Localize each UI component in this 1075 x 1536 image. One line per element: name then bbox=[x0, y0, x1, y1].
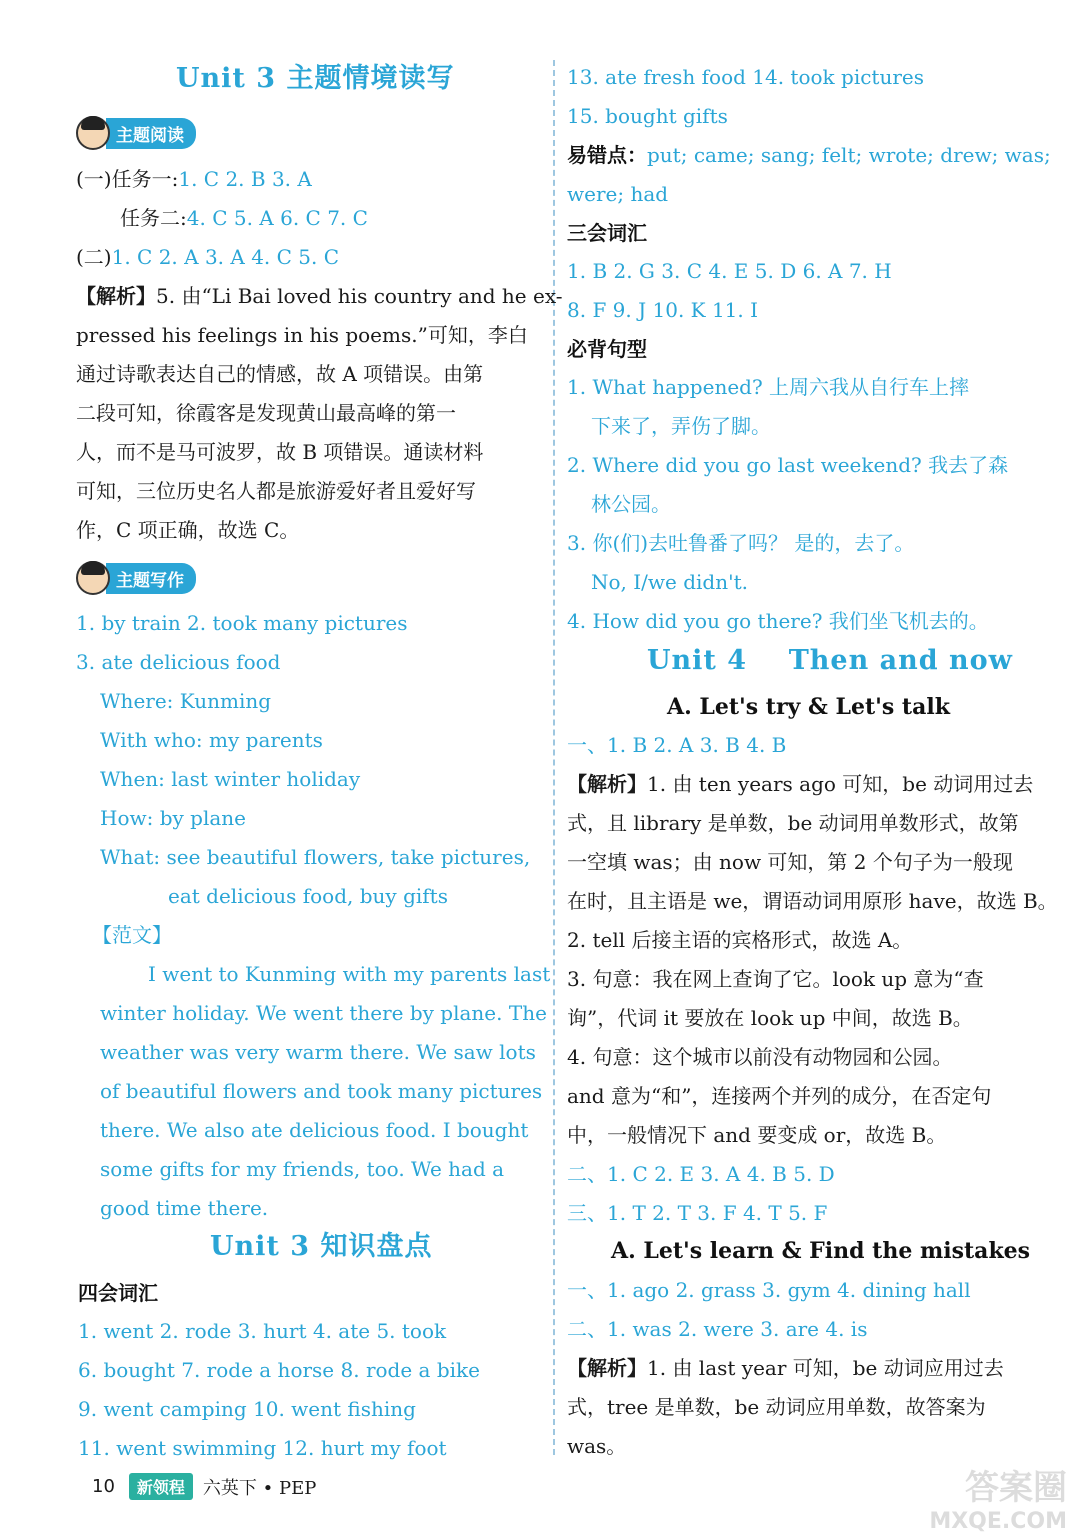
key-sentence: 4. How did you go there? 我们坐飞机去的。 bbox=[567, 609, 989, 633]
common-mistakes: 易错点：put; came; sang; felt; wrote; drew; was; bbox=[567, 143, 1051, 167]
outline-what-cont: eat delicious food, buy gifts bbox=[168, 884, 448, 908]
analysis-line: 二段可知，徐霞客是发现黄山最高峰的第一 bbox=[76, 401, 456, 425]
analysis-line: 人，而不是马可波罗，故 B 项错误。通读材料 bbox=[76, 440, 484, 464]
page-footer bbox=[92, 1473, 316, 1500]
analysis-line: was。 bbox=[567, 1434, 627, 1458]
model-essay-line: some gifts for my friends, too. We had a bbox=[100, 1157, 505, 1181]
three-skill-vocab-label: 三会词汇 bbox=[567, 221, 647, 245]
analysis-line: 【解析】1. 由 last year 可知，be 动词应用过去 bbox=[567, 1356, 1004, 1380]
vocab-row: 9. went camping 10. went fishing bbox=[78, 1397, 416, 1421]
key-sentence: 2. Where did you go last weekend? 我去了森 bbox=[567, 453, 1009, 477]
unit3-reading-title: Unit 3 主题情境读写 bbox=[176, 63, 455, 94]
answer-row: 二、1. C 2. E 3. A 4. B 5. D bbox=[567, 1162, 835, 1186]
watermark: 答案圈 MXQE.COM bbox=[929, 1468, 1067, 1534]
analysis-line: 通过诗歌表达自己的情感，故 A 项错误。由第 bbox=[76, 362, 484, 386]
badge-writing: 主题写作 bbox=[76, 563, 196, 593]
four-skill-vocab-label: 四会词汇 bbox=[78, 1281, 158, 1305]
brand-logo: 新领程 bbox=[129, 1473, 193, 1500]
analysis-line: 作，C 项正确，故选 C。 bbox=[76, 518, 300, 542]
model-essay-line: winter holiday. We went there by plane. The bbox=[100, 1001, 547, 1025]
key-sentence: 林公园。 bbox=[591, 492, 671, 516]
model-essay-line: good time there. bbox=[100, 1196, 269, 1220]
analysis-line: 2. tell 后接主语的宾格形式，故选 A。 bbox=[567, 928, 913, 952]
analysis-line: and 意为“和”，连接两个并列的成分，在否定句 bbox=[567, 1084, 992, 1108]
model-essay-line: I went to Kunming with my parents last bbox=[148, 962, 551, 986]
page-number: 10 bbox=[92, 1476, 115, 1497]
analysis-line: 4. 句意：这个城市以前没有动物园和公园。 bbox=[567, 1045, 953, 1069]
outline-where: Where: Kunming bbox=[100, 689, 272, 713]
model-essay-line: there. We also ate delicious food. I bought bbox=[100, 1118, 529, 1142]
analysis-line: 一空填 was；由 now 可知，第 2 个句子为一般现 bbox=[567, 850, 1013, 874]
book-label: 六英下 • PEP bbox=[202, 1477, 317, 1499]
vocab-match-row: 8. F 9. J 10. K 11. I bbox=[567, 298, 759, 322]
answer-row: 一、1. B 2. A 3. B 4. B bbox=[567, 733, 787, 757]
key-sentence: No, I/we didn't. bbox=[591, 570, 748, 594]
vocab-row: 13. ate fresh food 14. took pictures bbox=[567, 65, 925, 89]
section-a-learn-mistakes-title: A. Let's learn & Find the mistakes bbox=[611, 1238, 1031, 1264]
analysis-line: 中，一般情况下 and 要变成 or，故选 B。 bbox=[567, 1123, 947, 1147]
key-sentences-label: 必背句型 bbox=[567, 337, 647, 361]
analysis-line: 3. 句意：我在网上查询了它。look up 意为“查 bbox=[567, 967, 984, 991]
analysis-line: 可知，三位历史名人都是旅游爱好者且爱好写 bbox=[76, 479, 476, 503]
analysis-line: 在时，且主语是 we，谓语动词用原形 have，故选 B。 bbox=[567, 889, 1058, 913]
student-avatar-icon bbox=[76, 561, 110, 595]
answer-row-task1: (一)任务一:1. C 2. B 3. A bbox=[76, 167, 312, 191]
writing-answer: 1. by train 2. took many pictures bbox=[76, 611, 408, 635]
unit4-title: Unit 4 Then and now bbox=[647, 645, 1013, 676]
badge-reading: 主题阅读 bbox=[76, 118, 196, 148]
outline-with-who: With who: my parents bbox=[100, 728, 323, 752]
analysis-line: 【解析】1. 由 ten years ago 可知，be 动词用过去 bbox=[567, 772, 1034, 796]
outline-how: How: by plane bbox=[100, 806, 246, 830]
outline-when: When: last winter holiday bbox=[100, 767, 361, 791]
student-avatar-icon bbox=[76, 116, 110, 150]
vocab-row: 11. went swimming 12. hurt my foot bbox=[78, 1436, 447, 1460]
vocab-row: 1. went 2. rode 3. hurt 4. ate 5. took bbox=[78, 1319, 447, 1343]
vocab-row: 6. bought 7. rode a horse 8. rode a bike bbox=[78, 1358, 480, 1382]
key-sentence: 下来了，弄伤了脚。 bbox=[591, 414, 771, 438]
model-essay-label: 【范文】 bbox=[92, 923, 172, 947]
key-sentence: 3. 你(们)去吐鲁番了吗？ 是的，去了。 bbox=[567, 531, 915, 555]
analysis-line: 式，且 library 是单数，be 动词用单数形式，故第 bbox=[567, 811, 1019, 835]
answer-row-part2: (二)1. C 2. A 3. A 4. C 5. C bbox=[76, 245, 340, 269]
analysis-line: pressed his feelings in his poems.”可知，李白 bbox=[76, 323, 528, 347]
vocab-row: 15. bought gifts bbox=[567, 104, 728, 128]
unit3-summary-title: Unit 3 知识盘点 bbox=[210, 1231, 433, 1262]
writing-answer: 3. ate delicious food bbox=[76, 650, 281, 674]
analysis-line: 式，tree 是单数，be 动词应用单数，故答案为 bbox=[567, 1395, 986, 1419]
key-sentence: 1. What happened? 上周六我从自行车上摔 bbox=[567, 375, 970, 399]
common-mistakes-cont: were; had bbox=[567, 182, 669, 206]
section-a-try-talk-title: A. Let's try & Let's talk bbox=[667, 694, 950, 720]
answer-row-task2: 任务二:4. C 5. A 6. C 7. C bbox=[120, 206, 368, 230]
column-divider bbox=[553, 60, 555, 1455]
analysis-line: 【解析】5. 由“Li Bai loved his country and he ex- bbox=[76, 284, 563, 308]
outline-what: What: see beautiful flowers, take pictures, bbox=[100, 845, 531, 869]
model-essay-line: weather was very warm there. We saw lots bbox=[100, 1040, 536, 1064]
analysis-line: 询”，代词 it 要放在 look up 中间，故选 B。 bbox=[567, 1006, 973, 1030]
model-essay-line: of beautiful flowers and took many pictures bbox=[100, 1079, 543, 1103]
answer-row: 三、1. T 2. T 3. F 4. T 5. F bbox=[567, 1201, 828, 1225]
vocab-match-row: 1. B 2. G 3. C 4. E 5. D 6. A 7. H bbox=[567, 259, 892, 283]
answer-row: 二、1. was 2. were 3. are 4. is bbox=[567, 1317, 868, 1341]
answer-row: 一、1. ago 2. grass 3. gym 4. dining hall bbox=[567, 1278, 971, 1302]
